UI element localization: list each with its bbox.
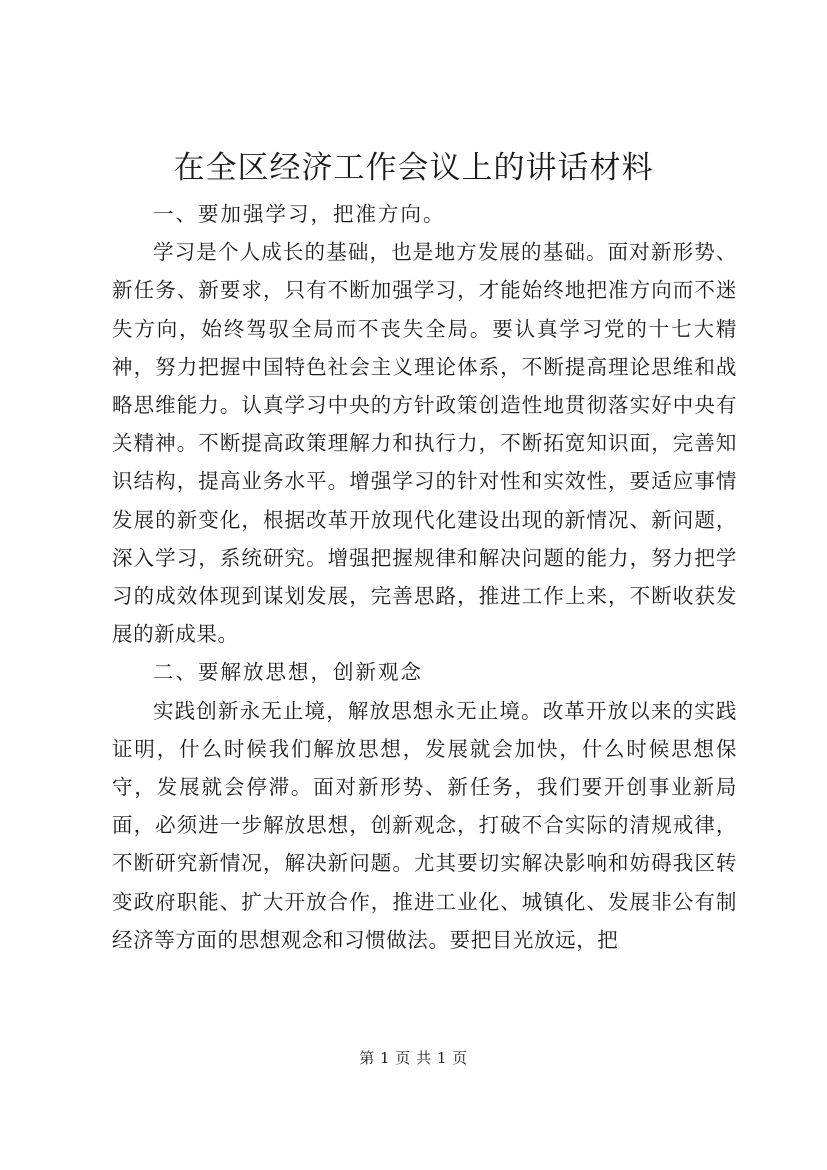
- page-number-footer: 第 1 页 共 1 页: [359, 1049, 468, 1067]
- section-paragraph-2: 实践创新永无止境，解放思想永无止境。改革开放以来的实践证明，什么时候我们解放思想，发展就会加快，什么时候思想保守，发展就会停滞。面对新形势、新任务，我们要开创事业新局面，必须进一步解放思想，创新观念，打破不合实际的清规戒律，不断研究新情况，解决新问题。尤其要切实解决影响和妨碍我区转变政府职能、扩大开放合作，推进工业化、城镇化、发展非公有制经济等方面的思想观念和习惯做法。要把目光放远，把: [112, 698, 737, 952]
- document-title: 在全区经济工作会议上的讲话材料: [173, 150, 654, 186]
- section-heading-1: 一、要加强学习，把准方向。: [153, 202, 446, 226]
- section-paragraph-1: 学习是个人成长的基础，也是地方发展的基础。面对新形势、新任务、新要求，只有不断加强学习，才能始终地把准方向而不迷失方向，始终驾驭全局而不丧失全局。要认真学习党的十七大精神，努力把握中国特色社会主义理论体系，不断提高理论思维和战略思维能力。认真学习中央的方针政策创造性地贯彻落实好中央有关精神。不断提高政策理解力和执行力，不断拓宽知识面，完善知识结构，提高业务水平。增强学习的针对性和实效性，要适应事情发展的新变化，根据改革开放现代化建设出现的新情况、新问题，深入学习，系统研究。增强把握规律和解决问题的能力，努力把学习的成效体现到谋划发展，完善思路，推进工作上来，不断收获发展的新成果。: [112, 240, 737, 647]
- section-heading-2: 二、要解放思想，创新观念: [153, 660, 423, 685]
- document-body: [112, 195, 737, 959]
